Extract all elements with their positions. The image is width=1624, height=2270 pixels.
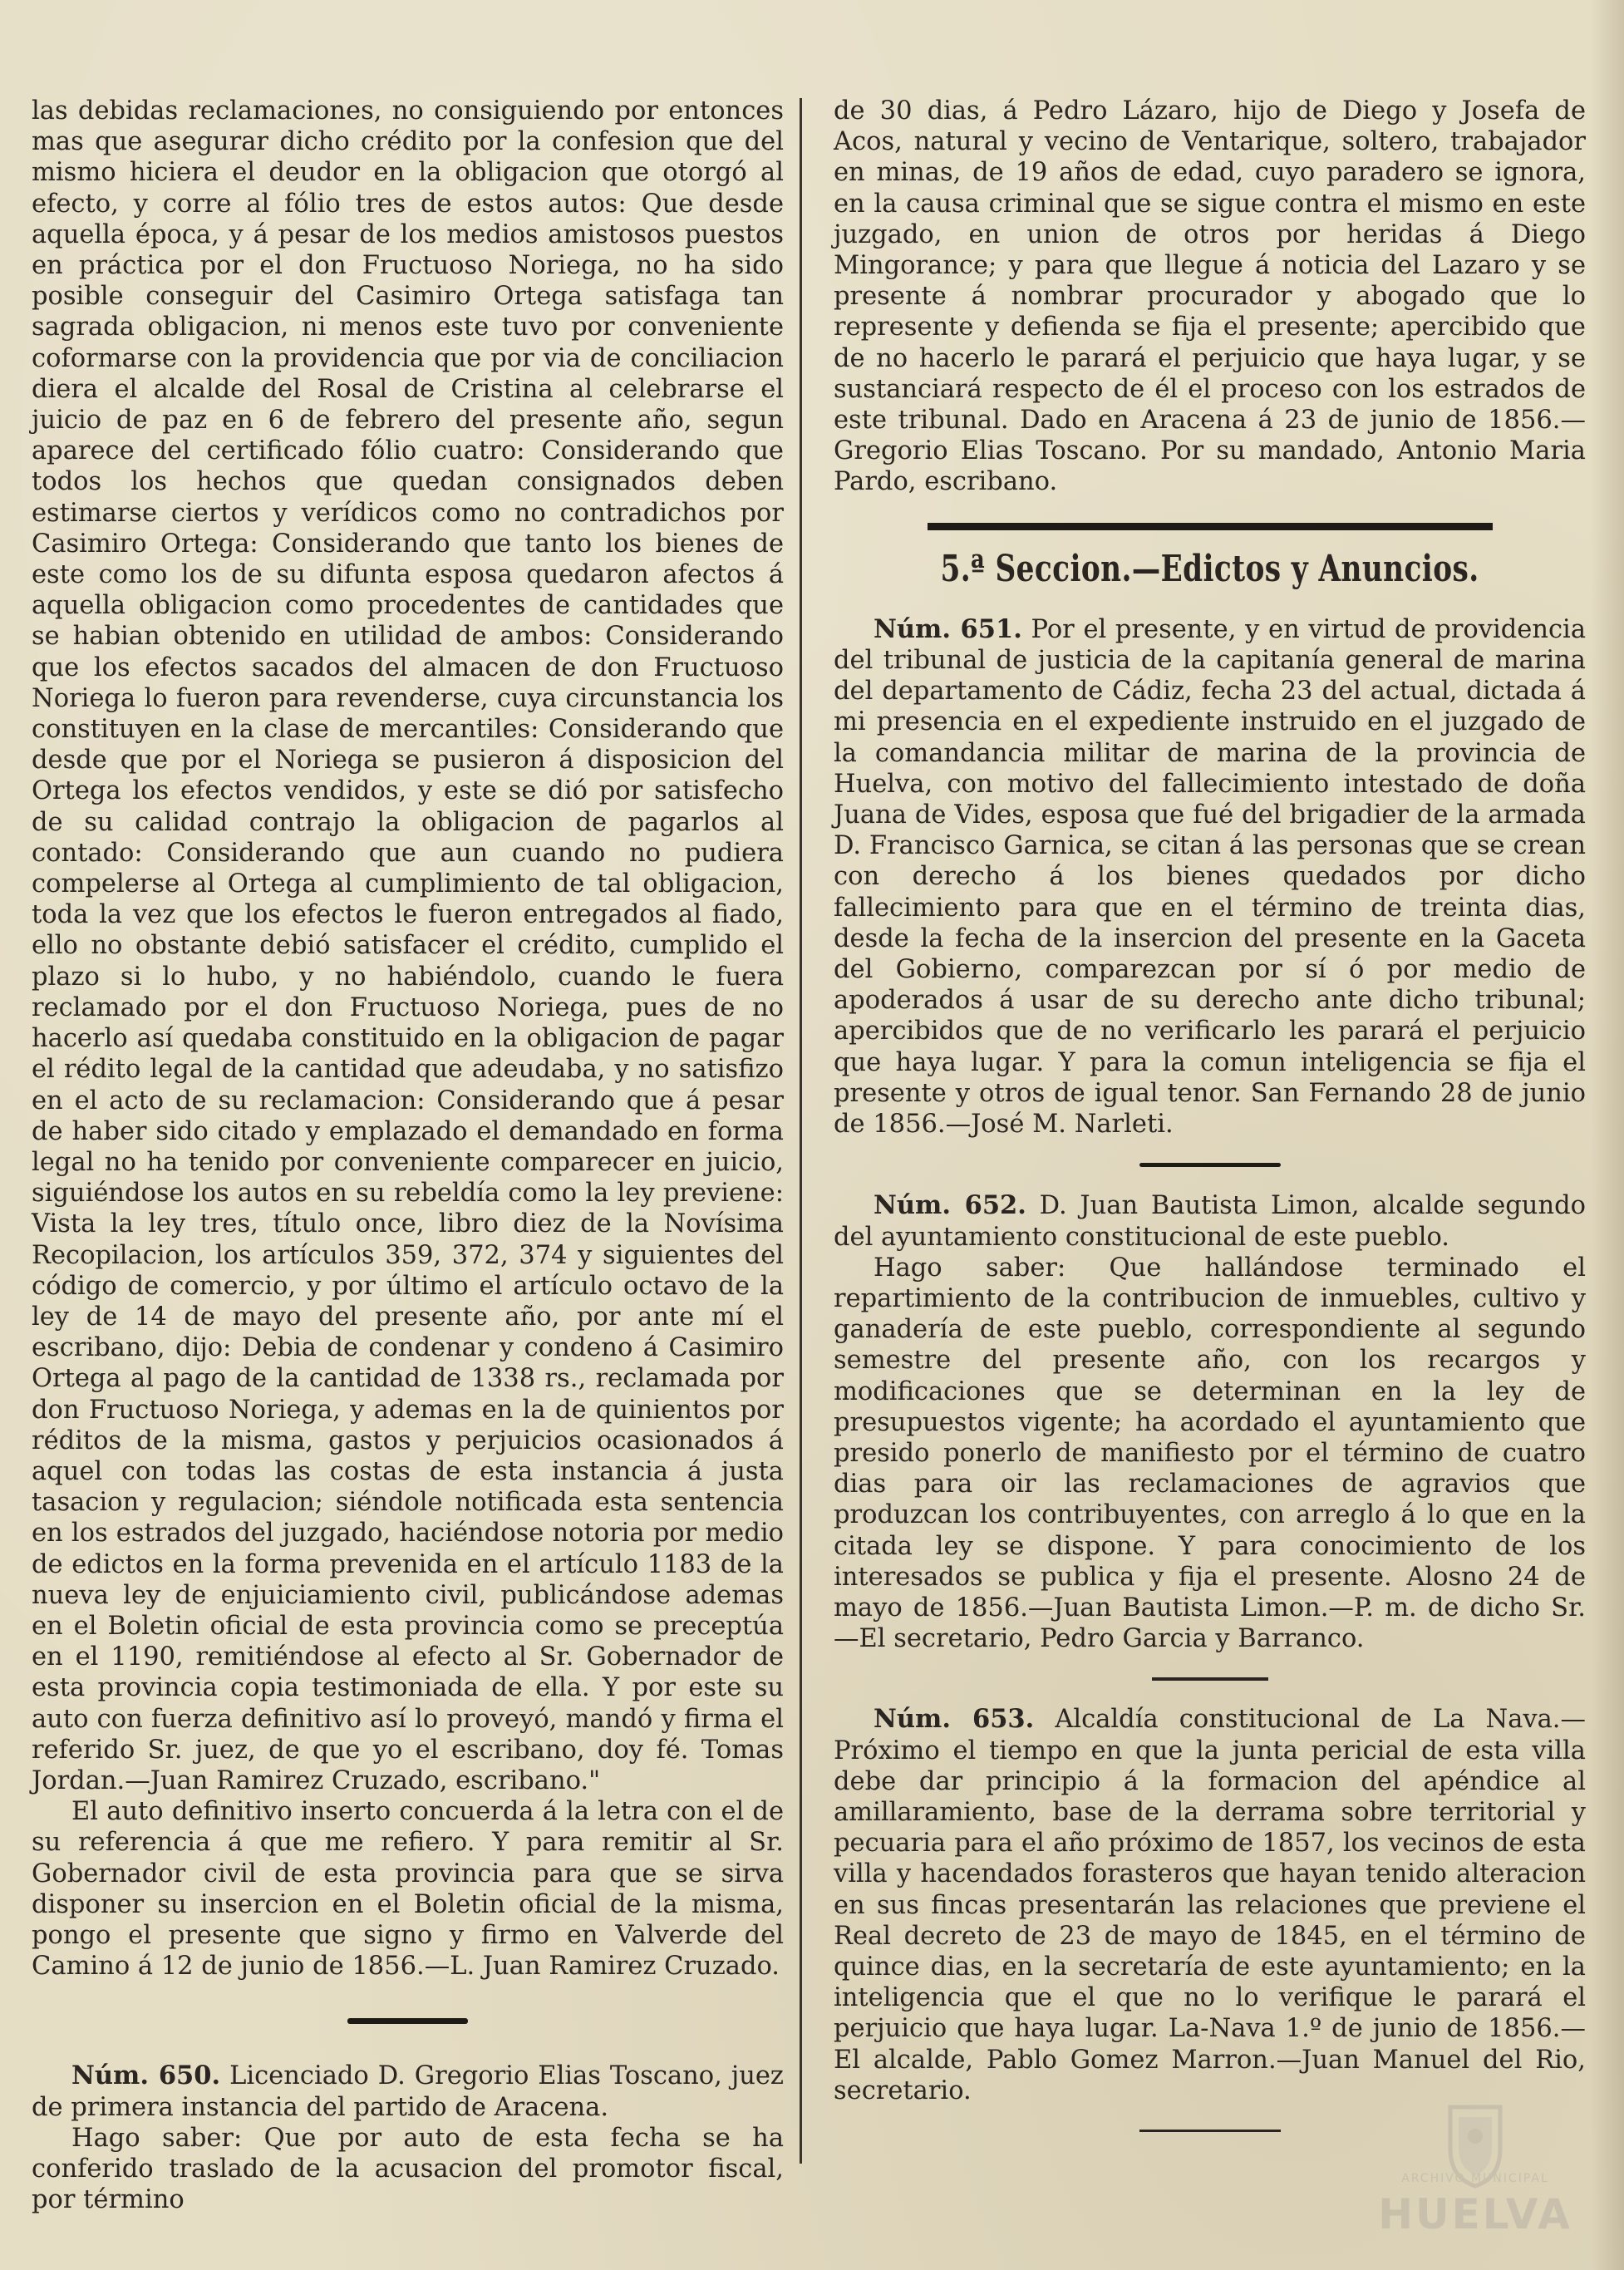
entry-number: Núm. 652. [874, 1190, 1026, 1221]
right-column [834, 96, 1586, 2132]
entry-652-heading [834, 1190, 1586, 1252]
entry-number: Núm. 650. [71, 2061, 221, 2091]
entry-number: Núm. 653. [874, 1704, 1035, 1735]
entry-650-heading [32, 2061, 784, 2122]
section-rule [928, 523, 1493, 530]
spacer [32, 2024, 784, 2061]
section-heading: 5.ª Seccion.—Edictos y Anuncios. [940, 547, 1479, 590]
separator-rule [347, 2018, 468, 2024]
ruling-text: las debidas reclamaciones, no consiguiendo por entonces mas que asegurar dicho crédito por la confesion que del mismo hiciera el deudor en la obligacion que otorgó al efecto, y corre al fólio tres de estos autos: Que desde aquella época, y á pesar de los medios amistosos puestos en práctica por el don Fructuoso Noriega, no ha sido posible conseguir del Casimiro Ortega satisfaga tan sagrada obligacion, ni menos este tuvo por conveniente coformarse con la providencia que por via de conciliacion diera el alcalde del Rosal de Cristina al celebrarse el juicio de paz en 6 de febrero del presente año, segun aparece del certificado fólio cuatro: Considerando que todos los hechos que quedan consignados deben estimarse ciertos y verídicos como no contradichos por Casimiro Ortega: Considerando que tanto los bienes de este como los de su difunta esposa quedaron afectos á aquella obligacion como procedentes de cantidades que se habian obtenido en utilidad de ambos: Considerando que los efectos sacados del almacen de don Fructuoso Noriega lo fueron para revenderse, cuya circunstancia los constituyen en la clase de mercantiles: Considerando que desde que por el Noriega se pusieron á disposicion del Ortega los efectos vendidos, y este se dió por satisfecho de su calidad contrajo la obligacion de pagarlos al contado: Considerando que aun cuando no pudiera compelerse al Ortega al cumplimiento de tal obligacion, toda la vez que los efectos le fueron entregados al fiado, ello no obstante debió satisfacer el crédito, cumplido el plazo si lo hubo, y no habiéndolo, cuando le fuera reclamado por el don Fructuoso Noriega, pues de no hacerlo así quedaba constituido en la obligacion de pagar el rédito legal de la cantidad que adeudaba, y no satisfizo en el acto de su reclamacion: Considerando que á pesar de haber sido citado y emplazado el demandado en forma legal no ha tenido por conveniente comparecer en juicio, siguiéndose los autos en su rebeldía como la ley previene: Vista la ley tres, título once, libro diez de la Novísima Recopilacion, los artículos 359, 372, 374 y siguientes del código de comercio, y por último el artículo octavo de la ley de 14 de mayo del presente año, por ante mí el escribano, dijo: Debia de condenar y condeno á Casimiro Ortega al pago de la cantidad de 1338 rs., reclamada por don Fructuoso Noriega, y ademas en la de quinientos por réditos de la misma, gastos y perjuicios ocasionados á aquel con todas las costas de esta instancia á justa tasacion y regulacion; siéndole notificada esta sentencia en los estrados del juzgado, haciéndose notoria por medio de edictos en la forma prevenida en el artículo 1183 de la nueva ley de enjuiciamiento civil, publicándose ademas en el Boletin oficial de esta provincia como se preceptúa en el 1190, remitiéndose al efecto al Sr. Gobernador de esta provincia copia testimoniada de ella. Y por este su auto con fuerza definitivo así lo proveyó, mandó y firma el referido Sr. juez, de que yo el escribano, doy fé. Tomas Jordan.—Juan Ramirez Cruzado, escribano." [32, 96, 784, 1795]
section-rule-wrap [834, 523, 1586, 530]
entry-650-continuation: de 30 dias, á Pedro Lázaro, hijo de Diego y Josefa de Acos, natural y vecino de Ventarique, soltero, trabajador en minas, de 19 años de edad, cuyo paradero se ignora, en la causa criminal que se sigue contra el mismo en este juzgado, en union de otros por heridas á Diego Mingorance; y para que llegue á noticia del Lazaro y se presente á nombrar procurador y abogado que lo represente y defienda se fija el presente; apercibido que de no hacerlo le parará el perjuicio que haya lugar, y se sustanciará respecto de él el proceso con los estrados de este tribunal. Dado en Aracena á 23 de junio de 1856.—Gregorio Elias Toscano. Por su mandado, Antonio Maria Pardo, escribano. [834, 96, 1586, 497]
separator-rule [1139, 2130, 1281, 2132]
archive-watermark [1351, 2099, 1600, 2244]
entry-650-body: Hago saber: Que por auto de esta fecha se ha conferido traslado de la acusacion del promotor fiscal, por término [32, 2123, 784, 2215]
entry-heading-text: Licenciado D. Gregorio Elias Toscano, juez de primera instancia del partido de Aracena. [32, 2061, 785, 2122]
entry-653 [834, 1704, 1586, 2106]
entry-heading-text: D. Juan Bautista Limon, alcalde segundo del ayuntamiento constitucional de este pueblo. [834, 1191, 1586, 1252]
spacer [834, 1167, 1586, 1190]
entry-651 [834, 614, 1586, 1140]
spacer [32, 1982, 784, 2018]
watermark-subtitle: ARCHIVO MUNICIPAL [1401, 2172, 1549, 2185]
entry-text: Alcaldía constitucional de La Nava.—Próximo el tiempo en que la junta pericial de esta villa debe dar principio á la formacion del apéndice al amillaramiento, base de la derrama sobre territorial y pecuaria para el año próximo de 1857, los vecinos de esta villa y hacendados forasteros que hayan tenido alteracion en sus fincas presentarán las relaciones que previene el Real decreto de 23 de mayo de 1845, en el término de quince dias, en la secretaría de este ayuntamiento; en la inteligencia que el que no lo verifique le parará el perjuicio que haya lugar. La-Nava 1.º de junio de 1856.—El alcalde, Pablo Gomez Marron.—Juan Manuel del Rio, secretario. [834, 1705, 1586, 2105]
entry-number: Núm. 651. [874, 613, 1022, 644]
entry-text: Por el presente, y en virtud de providencia del tribunal de justicia de la capitanía general de marina del departamento de Cádiz, fecha 23 del actual, dictada á mi presencia en el expediente instruido en el juzgado de la comandancia militar de marina de la provincia de Huelva, con motivo del fallecimiento intestado de doña Juana de Vides, esposa que fué del brigadier de la armada D. Francisco Garnica, se citan á las personas que se crean con derecho á los bienes quedados por dicho fallecimiento para que en el término de treinta dias, desde la fecha de la insercion del presente en la Gaceta del Gobierno, comparezcan por sí ó por medio de apoderados á usar de su derecho ante dicho tribunal; apercibidos que de no verificarlo les parará el perjuicio que haya lugar. Y para la comun inteligencia se fija el presente y otros de igual tenor. San Fernando 28 de junio de 1856.—José M. Narleti. [834, 614, 1586, 1140]
left-column [32, 96, 784, 2215]
spacer [834, 1681, 1586, 1704]
column-divider [800, 98, 802, 2164]
page-edge-shadow [1591, 0, 1624, 2270]
entry-652-body: Hago saber: Que hallándose terminado el repartimiento de la contribucion de inmuebles, cultivo y ganadería de este pueblo, correspondiente al segundo semestre del presente año, con los recargos y modificaciones que se determinan en la ley de presupuestos vigente; ha acordado el ayuntamiento que presido ponerlo de manifiesto por el término de cuatro dias para oir las reclamaciones de agravios que produzcan los contribuyentes, con arreglo á lo que en la citada ley se dispone. Y para conocimiento de los interesados se publica y fija el presente. Alosno 24 de mayo de 1856.—Juan Bautista Limon.—P. m. de dicho Sr.—El secretario, Pedro Garcia y Barranco. [834, 1253, 1586, 1654]
spacer [834, 1140, 1586, 1163]
spacer [834, 1654, 1586, 1677]
concordance-paragraph: El auto definitivo inserto concuerda á la letra con el de su referencia á que me refiero. Y para remitir al Sr. Gobernador civil de esta provincia para que se sirva disponer su insercion en el Boletin oficial de la misma, pongo el presente que signo y firmo en Valverde del Camino á 12 de junio de 1856.—L. Juan Ramirez Cruzado. [32, 1797, 784, 1982]
watermark-title: HUELVA [1378, 2190, 1572, 2238]
